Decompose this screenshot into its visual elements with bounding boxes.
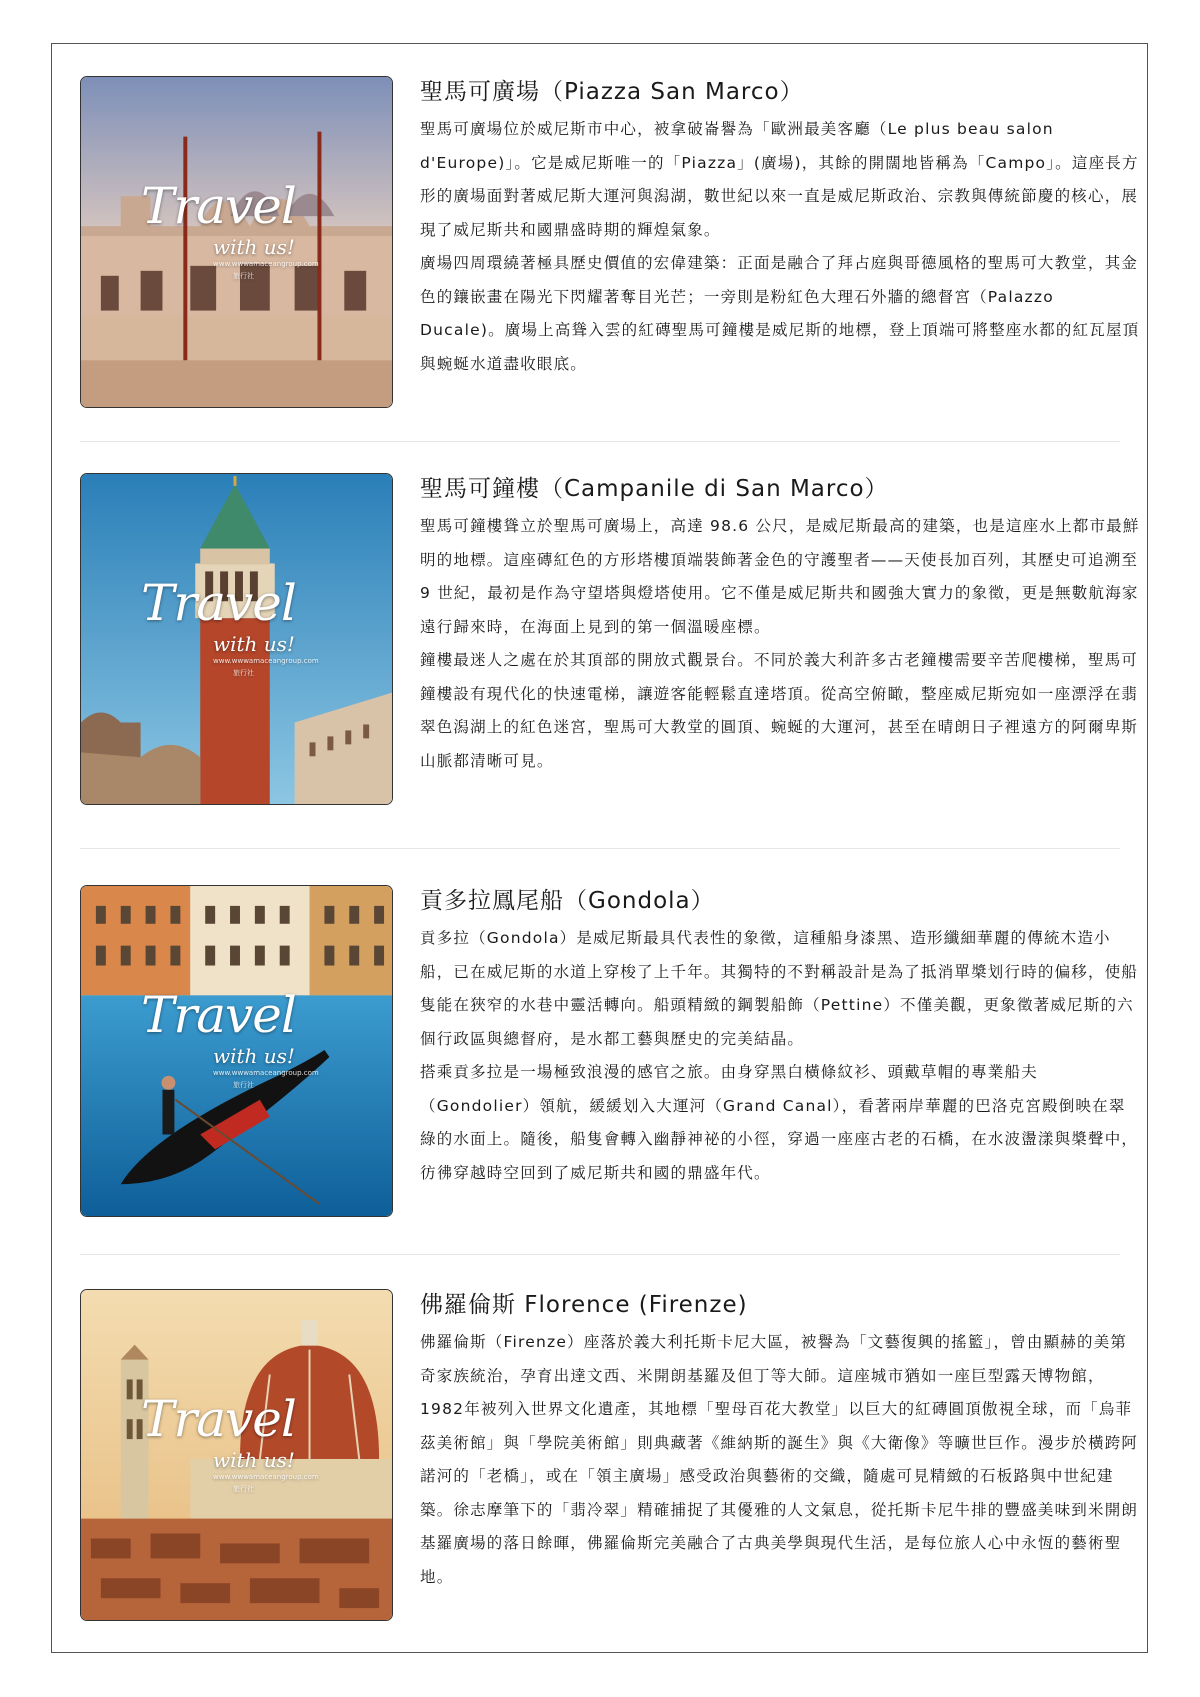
section-divider <box>80 1254 1120 1255</box>
section-divider <box>80 848 1120 849</box>
travel-watermark: Travel with us! www.wwwamaceangroup.com 旅行社 <box>141 1390 319 1493</box>
section-paragraph: 貢多拉（Gondola）是威尼斯最具代表性的象徵，這種船身漆黑、造形纖細華麗的傳統木造小船，已在威尼斯的水道上穿梭了上千年。其獨特的不對稱設計是為了抵消單槳划行時的偏移，使船隻能在狹窄的水巷中靈活轉向。船頭精緻的鋼製船飾（Pettine）不僅美觀，更象徵著威尼斯的六個行政區與總督府，是水都工藝與歷史的完美結晶。 <box>420 929 1139 1048</box>
section-text <box>420 1289 1140 1594</box>
section-paragraph: 聖馬可廣場位於威尼斯市中心，被拿破崙譽為「歐洲最美客廳（Le plus beau salon d'Europe)」。它是威尼斯唯一的「Piazza」(廣場)，其餘的開闊地皆稱為「Campo」。這座長方形的廣場面對著威尼斯大運河與潟湖，數世紀以來一直是威尼斯政治、宗教與傳統節慶的核心，展現了威尼斯共和國鼎盛時期的輝煌氣象。 <box>420 120 1139 239</box>
campanile-photo <box>80 473 393 805</box>
section-title: 貢多拉鳳尾船（Gondola） <box>420 888 715 914</box>
section-divider <box>80 441 1120 442</box>
travel-watermark: Travel with us! www.wwwamaceangroup.com 旅行社 <box>141 986 319 1089</box>
piazza-san-marco-photo <box>80 76 393 408</box>
section-title: 聖馬可鐘樓（Campanile di San Marco） <box>420 476 889 502</box>
gondola-photo <box>80 885 393 1217</box>
section-paragraph: 佛羅倫斯（Firenze）座落於義大利托斯卡尼大區，被譽為「文藝復興的搖籃」，曾由顯赫的美第奇家族統治，孕育出達文西、米開朗基羅及但丁等大師。這座城市猶如一座巨型露天博物館，1982年被列入世界文化遺產，其地標「聖母百花大教堂」以巨大的紅磚圓頂傲視全球，而「烏菲茲美術館」與「學院美術館」則典藏著《維納斯的誕生》與《大衛像》等曠世巨作。漫步於橫跨阿諾河的「老橋」，或在「領主廣場」感受政治與藝術的交織，隨處可見精緻的石板路與中世紀建築。徐志摩筆下的「翡冷翠」精確捕捉了其優雅的人文氣息，從托斯卡尼牛排的豐盛美味到米開朗基羅廣場的落日餘暉，佛羅倫斯完美融合了古典美學與現代生活，是每位旅人心中永恆的藝術聖地。 <box>420 1333 1139 1586</box>
florence-photo <box>80 1289 393 1621</box>
section-paragraph: 廣場四周環繞著極具歷史價值的宏偉建築：正面是融合了拜占庭與哥德風格的聖馬可大教堂，其金色的鑲嵌畫在陽光下閃耀著奪目光芒；一旁則是粉紅色大理石外牆的總督宮（Palazzo Ducale)。廣場上高聳入雲的紅磚聖馬可鐘樓是威尼斯的地標，登上頂端可將整座水都的紅瓦屋頂與蜿蜒水道盡收眼底。 <box>420 254 1140 373</box>
section-paragraph: 搭乘貢多拉是一場極致浪漫的感官之旅。由身穿黑白橫條紋衫、頭戴草帽的專業船夫（Gondolier）領航，緩緩划入大運河（Grand Canal），看著兩岸華麗的巴洛克宮殿倒映在翠綠的水面上。隨後，船隻會轉入幽靜神祕的小徑，穿過一座座古老的石橋，在水波盪漾與槳聲中，彷彿穿越時空回到了威尼斯共和國的鼎盛年代。 <box>420 1063 1139 1182</box>
travel-watermark: Travel with us! www.wwwamaceangroup.com 旅行社 <box>141 574 319 677</box>
section-text <box>420 885 1140 1190</box>
section-text <box>420 473 1140 778</box>
section-paragraph: 鐘樓最迷人之處在於其頂部的開放式觀景台。不同於義大利許多古老鐘樓需要辛苦爬樓梯，聖馬可鐘樓設有現代化的快速電梯，讓遊客能輕鬆直達塔頂。從高空俯瞰，整座威尼斯宛如一座漂浮在翡翠色潟湖上的紅色迷宮，聖馬可大教堂的圓頂、蜿蜒的大運河，甚至在晴朗日子裡遠方的阿爾卑斯山脈都清晰可見。 <box>420 651 1139 770</box>
travel-watermark: Travel with us! www.wwwamaceangroup.com 旅行社 <box>141 177 319 280</box>
section-text <box>420 76 1140 381</box>
section-paragraph: 聖馬可鐘樓聳立於聖馬可廣場上，高達 98.6 公尺，是威尼斯最高的建築，也是這座水上都市最鮮明的地標。這座磚紅色的方形塔樓頂端裝飾著金色的守護聖者——天使長加百列，其歷史可追溯至 9 世紀，最初是作為守望塔與燈塔使用。它不僅是威尼斯共和國強大實力的象徵，更是無數航海家遠行歸來時，在海面上見到的第一個溫暖座標。 <box>420 517 1140 636</box>
section-title: 聖馬可廣場（Piazza San Marco） <box>420 79 804 105</box>
section-title: 佛羅倫斯 Florence (Firenze) <box>420 1292 748 1318</box>
